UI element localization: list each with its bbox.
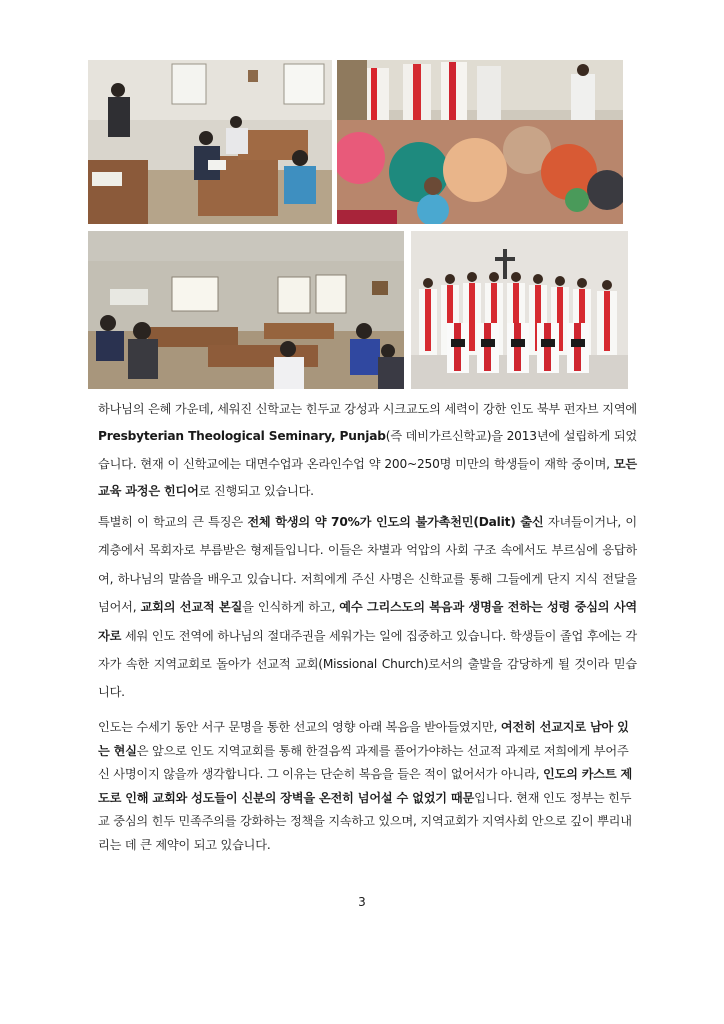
para1-text-3: 로 진행되고 있습니다. bbox=[198, 484, 314, 499]
para2-text-3: 을 인식하게 하고, bbox=[242, 600, 340, 615]
graduates-image bbox=[411, 231, 628, 389]
spirit-centered-emphasis: 예수 그리스도의 복음과 생명을 전하는 성령 중심의 사역자로 bbox=[98, 600, 638, 643]
para3-text-3: 입니다. 현재 인도 정부는 힌두교 중심의 힌두 민족주의를 강화하는 정책을 지속하고 있으며, 지역교회가 지역사회 안으로 깊이 뿌리내리는 데 큰 제약이 되고 있습니다. bbox=[98, 790, 632, 852]
page-number: 3 bbox=[358, 895, 366, 909]
classroom-front-photo bbox=[88, 60, 332, 224]
graduates-photo bbox=[411, 231, 628, 389]
para2-text-1: 특별히 이 학교의 큰 특징은 bbox=[98, 515, 248, 529]
seminary-name: Presbyterian Theological Seminary, Punjab bbox=[98, 429, 386, 444]
mission-field-emphasis: 여전히 선교지로 남아 있는 현실 bbox=[98, 720, 629, 758]
classroom-wide-image bbox=[88, 231, 404, 389]
paragraph-seminary-founding bbox=[88, 396, 637, 506]
para3-text-2: 은 앞으로 인도 지역교회를 통해 한걸음씩 과제를 풀어가야하는 선교적 과제로 저희에게 부어주신 사명이지 않을까 생각합니다. 그 이유는 단순히 복음을 들은 적이 없어서가 아니라, bbox=[98, 743, 629, 782]
classroom-wide-photo bbox=[88, 231, 404, 389]
worship-group-photo bbox=[337, 60, 623, 224]
para3-text-1: 인도는 수세기 동안 서구 문명을 통한 선교의 영향 아래 복음을 받아들였지만, bbox=[98, 720, 501, 734]
para1-text-1: 하나님의 은혜 가운데, 세워진 신학교는 힌두교 강성과 시크교도의 세력이 강한 인도 북부 펀자브 지역에 bbox=[98, 402, 637, 416]
para2-text-4: 세워 인도 전역에 하나님의 절대주권을 세워가는 일에 집중하고 있습니다. 학생들이 졸업 후에는 각자가 속한 지역교회로 돌아가 선교적 교회(Missional Church)로서의 출발을 감당하게 될 것이라 믿습니다. bbox=[98, 628, 637, 700]
paragraph-caste-system bbox=[88, 716, 637, 858]
para2-text-2: 자녀들이거나, 이 계층에서 목회자로 부름받은 형제들입니다. 이들은 차별과 억압의 사회 구조 속에서도 부르심에 응답하여, 하나님의 말씀을 배우고 있습니다. 저희에게 주신 사명은 신학교를 통해 그들에게 단지 지식 전달을 넘어서, bbox=[98, 515, 637, 615]
classroom-front-image bbox=[88, 60, 332, 224]
worship-group-image bbox=[337, 60, 623, 224]
caste-barrier-emphasis: 인도의 카스트 제도로 인해 교회와 성도들이 신분의 장벽을 온전히 넘어설 수 없었기 때문 bbox=[98, 767, 633, 805]
para1-text-2: (즉 데비가르신학교)을 2013년에 설립하게 되었습니다. 현재 이 신학교에는 대면수업과 온라인수업 약 200~250명 미만의 학생들이 재학 중이며, bbox=[98, 429, 637, 471]
missional-nature-emphasis: 교회의 선교적 본질 bbox=[140, 600, 243, 615]
paragraph-dalit-students bbox=[88, 508, 637, 707]
hindi-curriculum-emphasis: 모든 교육 과정은 힌디어 bbox=[98, 456, 637, 499]
dalit-emphasis: 전체 학생의 약 70%가 인도의 불가촉천민(Dalit) 출신 bbox=[247, 515, 544, 529]
